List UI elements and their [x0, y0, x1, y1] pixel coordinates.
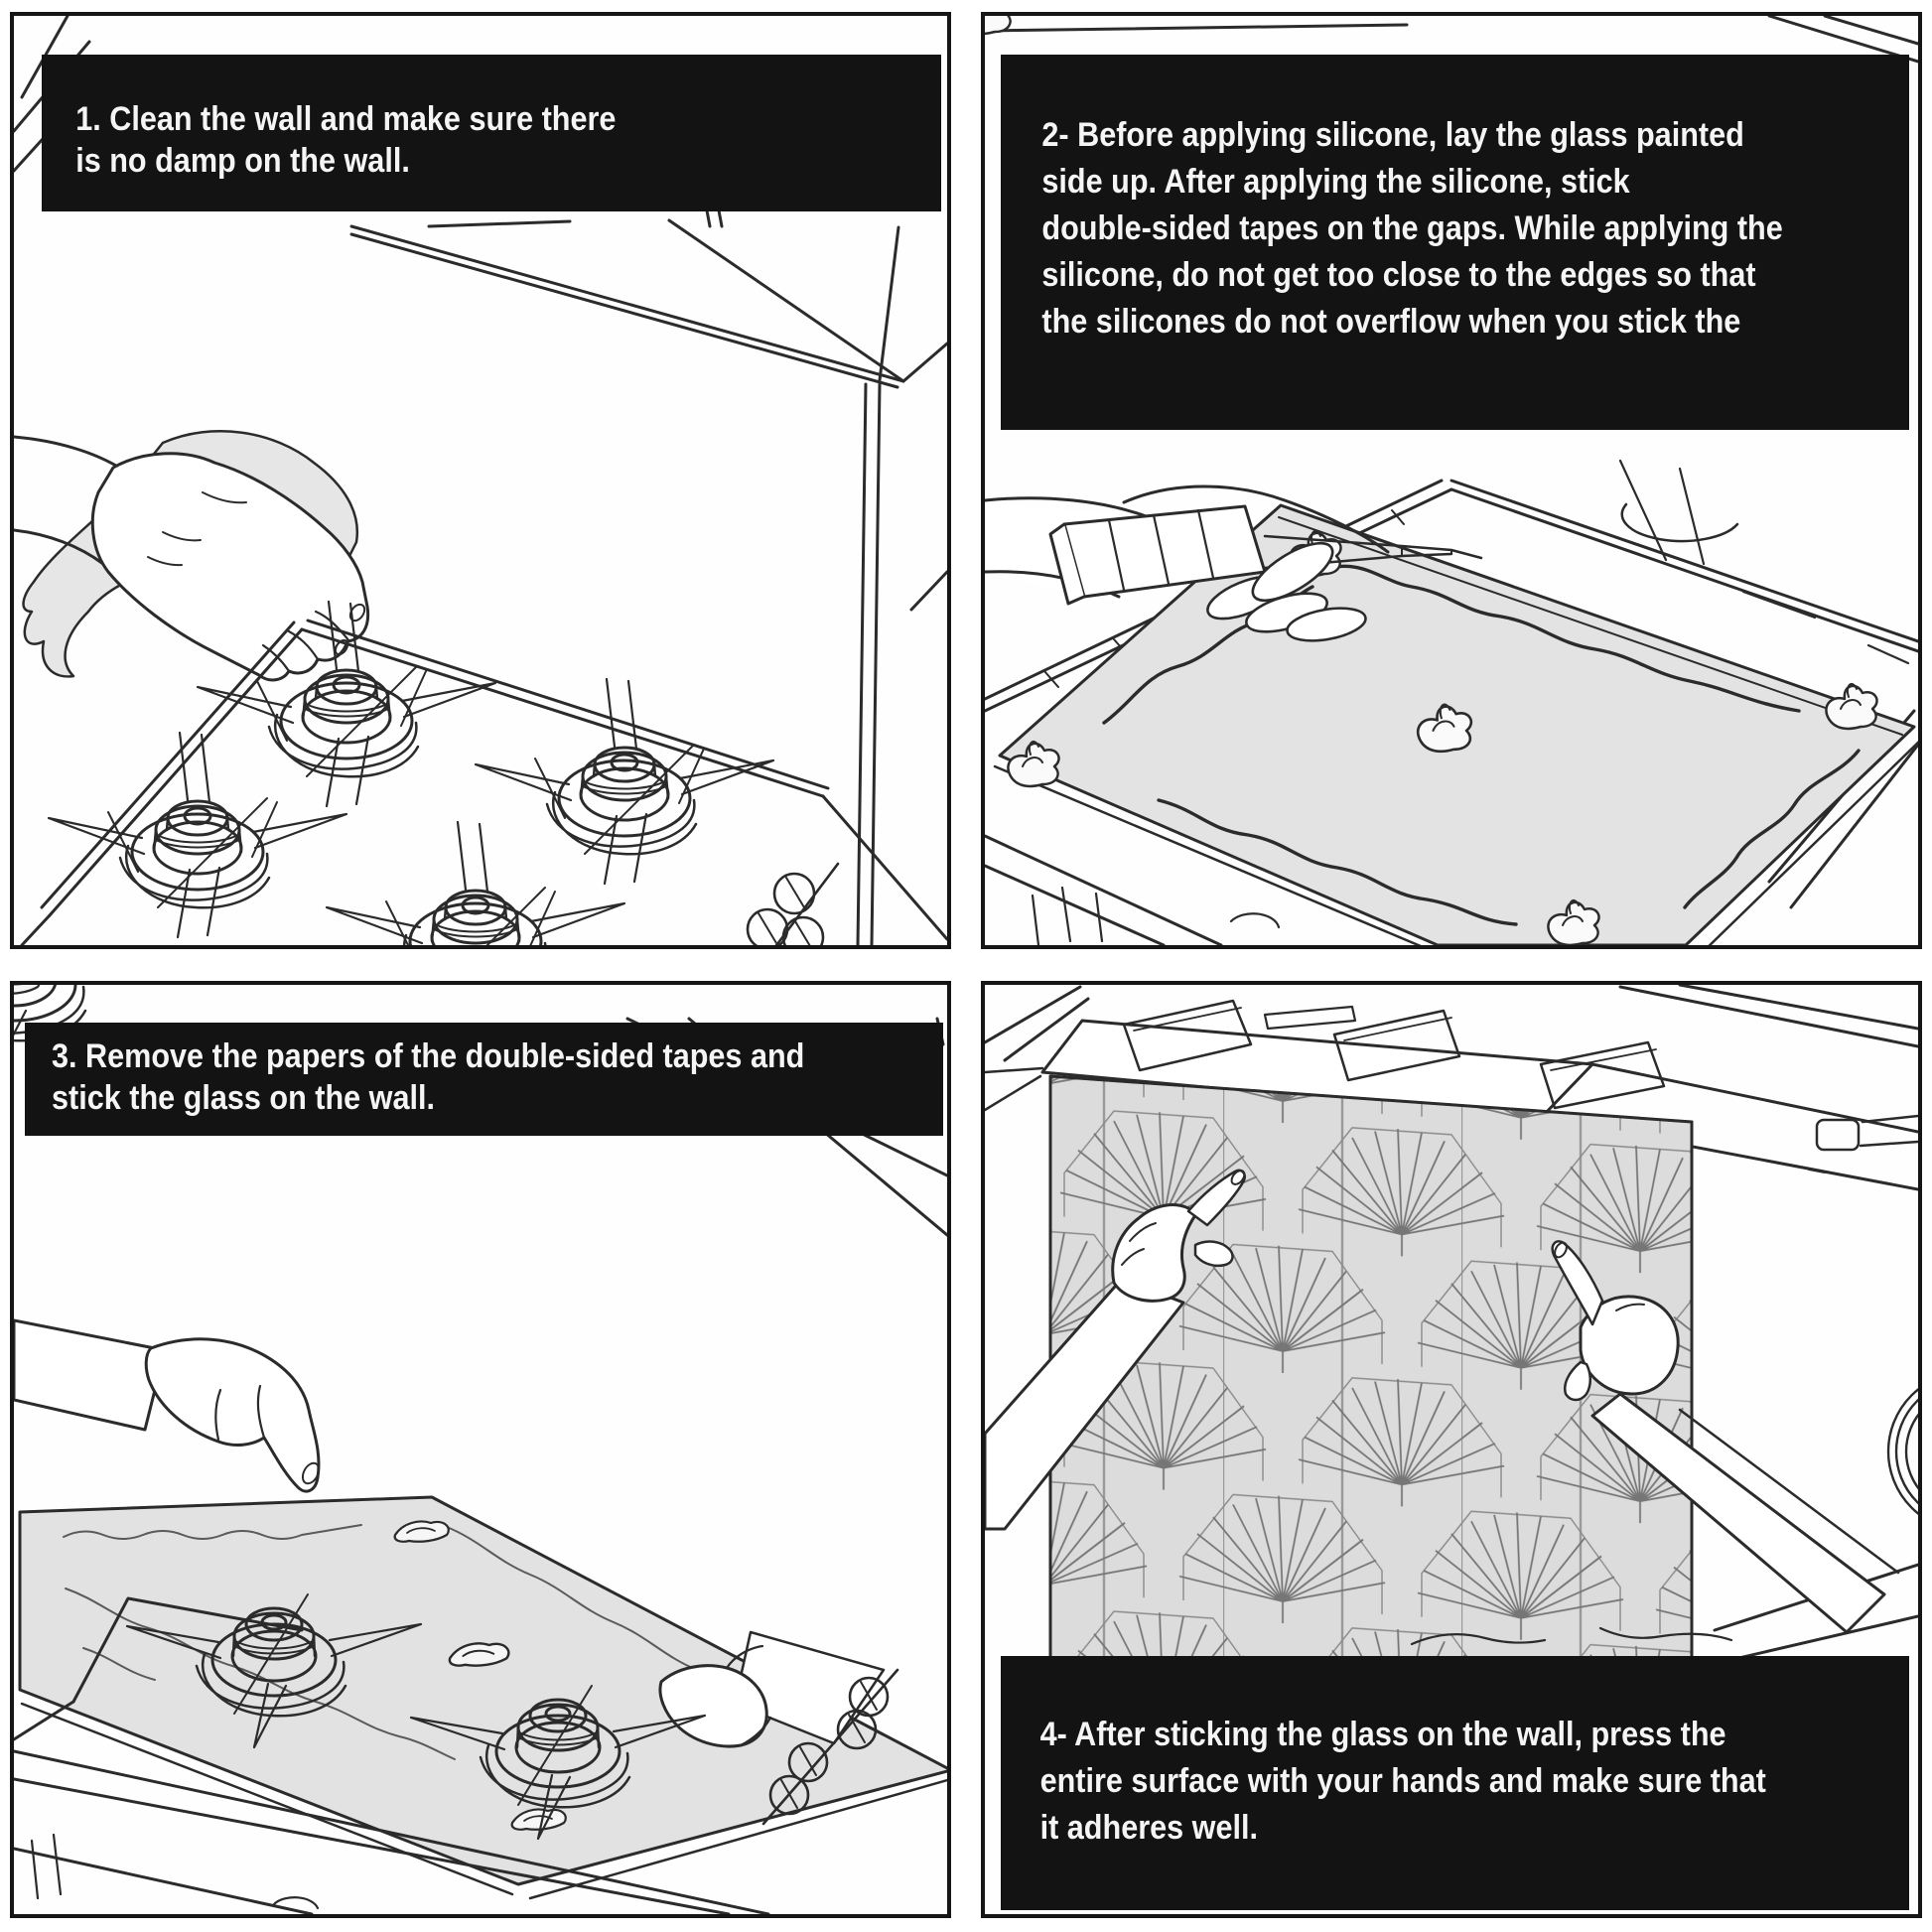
instruction-panel-4 [981, 981, 1922, 1918]
caption-line: silicone, do not get too close to the edges so that [1041, 256, 1756, 294]
caption-line: side up. After applying the silicone, stick [1041, 163, 1630, 201]
caption-line: the silicones do not overflow when you stick the [1041, 303, 1741, 341]
caption-line: 1. Clean the wall and make sure there [75, 100, 617, 138]
step-2-caption [1001, 55, 1909, 430]
instruction-panel-2 [981, 12, 1922, 949]
instruction-panel-1 [10, 12, 951, 949]
step-4-caption [1001, 1656, 1909, 1910]
step-1-caption [42, 55, 941, 211]
instruction-panel-3 [10, 981, 951, 1918]
caption-line: entire surface with your hands and make sure that [1039, 1762, 1766, 1800]
caption-line: it adheres well. [1039, 1809, 1258, 1847]
caption-line: 2- Before applying silicone, lay the glass painted [1041, 116, 1744, 154]
caption-line: is no damp on the wall. [75, 142, 410, 180]
caption-line: stick the glass on the wall. [52, 1079, 436, 1117]
caption-line: 3. Remove the papers of the double-sided tapes and [52, 1037, 805, 1075]
caption-line: 4- After sticking the glass on the wall, press the [1039, 1716, 1726, 1753]
caption-line: double-sided tapes on the gaps. While applying the [1041, 209, 1783, 247]
step-3-caption [25, 1023, 943, 1136]
